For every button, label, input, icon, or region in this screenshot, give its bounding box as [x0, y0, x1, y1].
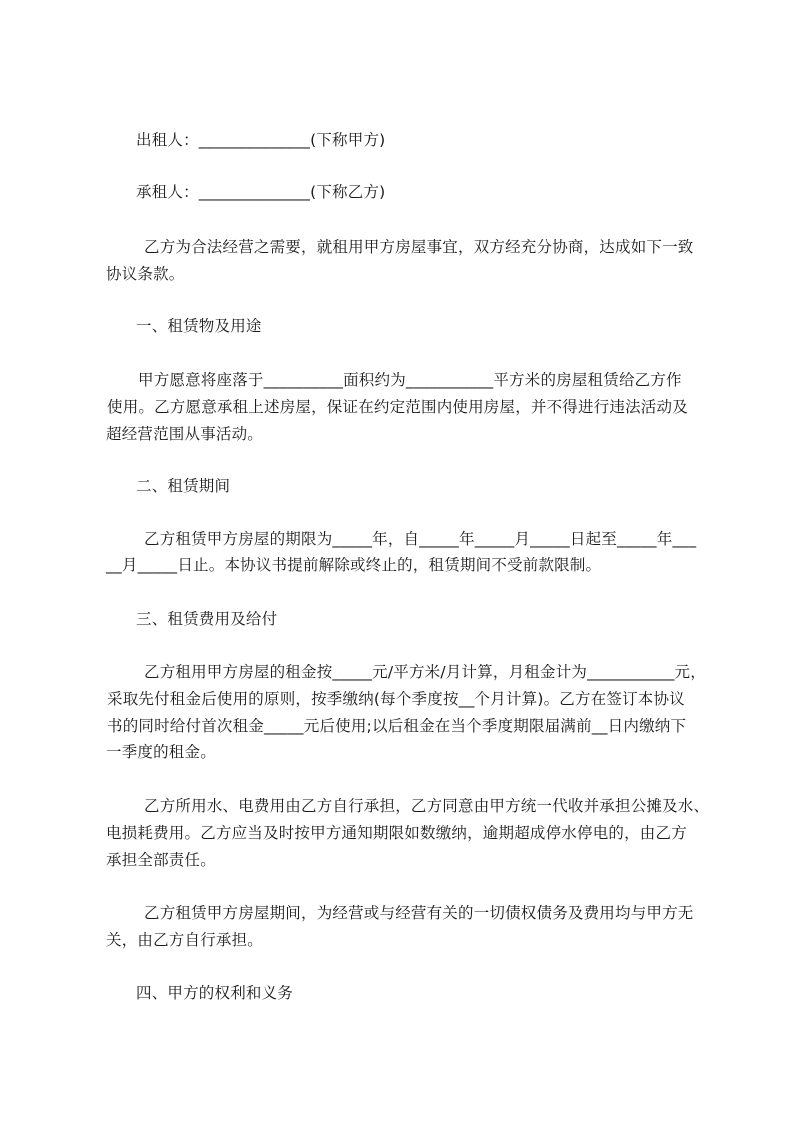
section1-line-3: 超经营范围从事活动。 [106, 425, 264, 443]
section3-heading: 三、租赁费用及给付 [136, 610, 278, 628]
section3-p1-line-4: 一季度的租金。 [106, 743, 216, 761]
section3-p2-line-1: 乙方所用水、电费用由乙方自行承担，乙方同意由甲方统一代收并承担公摊及水、 [144, 797, 710, 815]
section1-line-1: 甲方愿意将座落于__________面积约为___________平方米的房屋租赁给乙方作 [138, 371, 682, 389]
section2-heading: 二、租赁期间 [136, 477, 231, 495]
section2-line-2: __月_____日止。本协议书提前解除或终止的，租赁期间不受前款限制。 [106, 556, 602, 574]
lessor-line: 出租人：______________(下称甲方) [136, 131, 386, 149]
lessee-line: 承租人：______________(下称乙方) [136, 183, 386, 201]
section1-line-2: 使用。乙方愿意承租上述房屋，保证在约定范围内使用房屋，并不得进行违法活动及 [107, 398, 688, 416]
intro-line-2: 协议条款。 [106, 265, 185, 283]
intro-line-1: 乙方为合法经营之需要，就租用甲方房屋事宜，双方经充分协商，达成如下一致 [144, 238, 694, 256]
section2-line-1: 乙方租赁甲方房屋的期限为_____年，自_____年_____月_____日起至_____年___ [144, 530, 697, 548]
section3-p3-line-1: 乙方租赁甲方房屋期间，为经营或与经营有关的一切债权债务及费用均与甲方无 [144, 904, 694, 922]
section3-p1-line-3: 书的同时给付首次租金_____元后使用;以后租金在当个季度期限届满前__日内缴纳下 [107, 717, 687, 735]
section3-p1-line-2: 采取先付租金后使用的原则，按季缴纳(每个季度按__个月计算)。乙方在签订本协议 [107, 690, 685, 708]
section3-p2-line-2: 电损耗费用。乙方应当及时按甲方通知期限如数缴纳，逾期超成停水停电的，由乙方 [106, 824, 687, 842]
section3-p1-line-1: 乙方租用甲方房屋的租金按_____元/平方米/月计算，月租金计为___________元， [144, 663, 706, 681]
section1-heading: 一、租赁物及用途 [136, 317, 262, 335]
section4-heading: 四、甲方的权利和义务 [136, 984, 294, 1002]
section3-p3-line-2: 关，由乙方自行承担。 [106, 931, 264, 949]
section3-p2-line-3: 承担全部责任。 [106, 851, 216, 869]
